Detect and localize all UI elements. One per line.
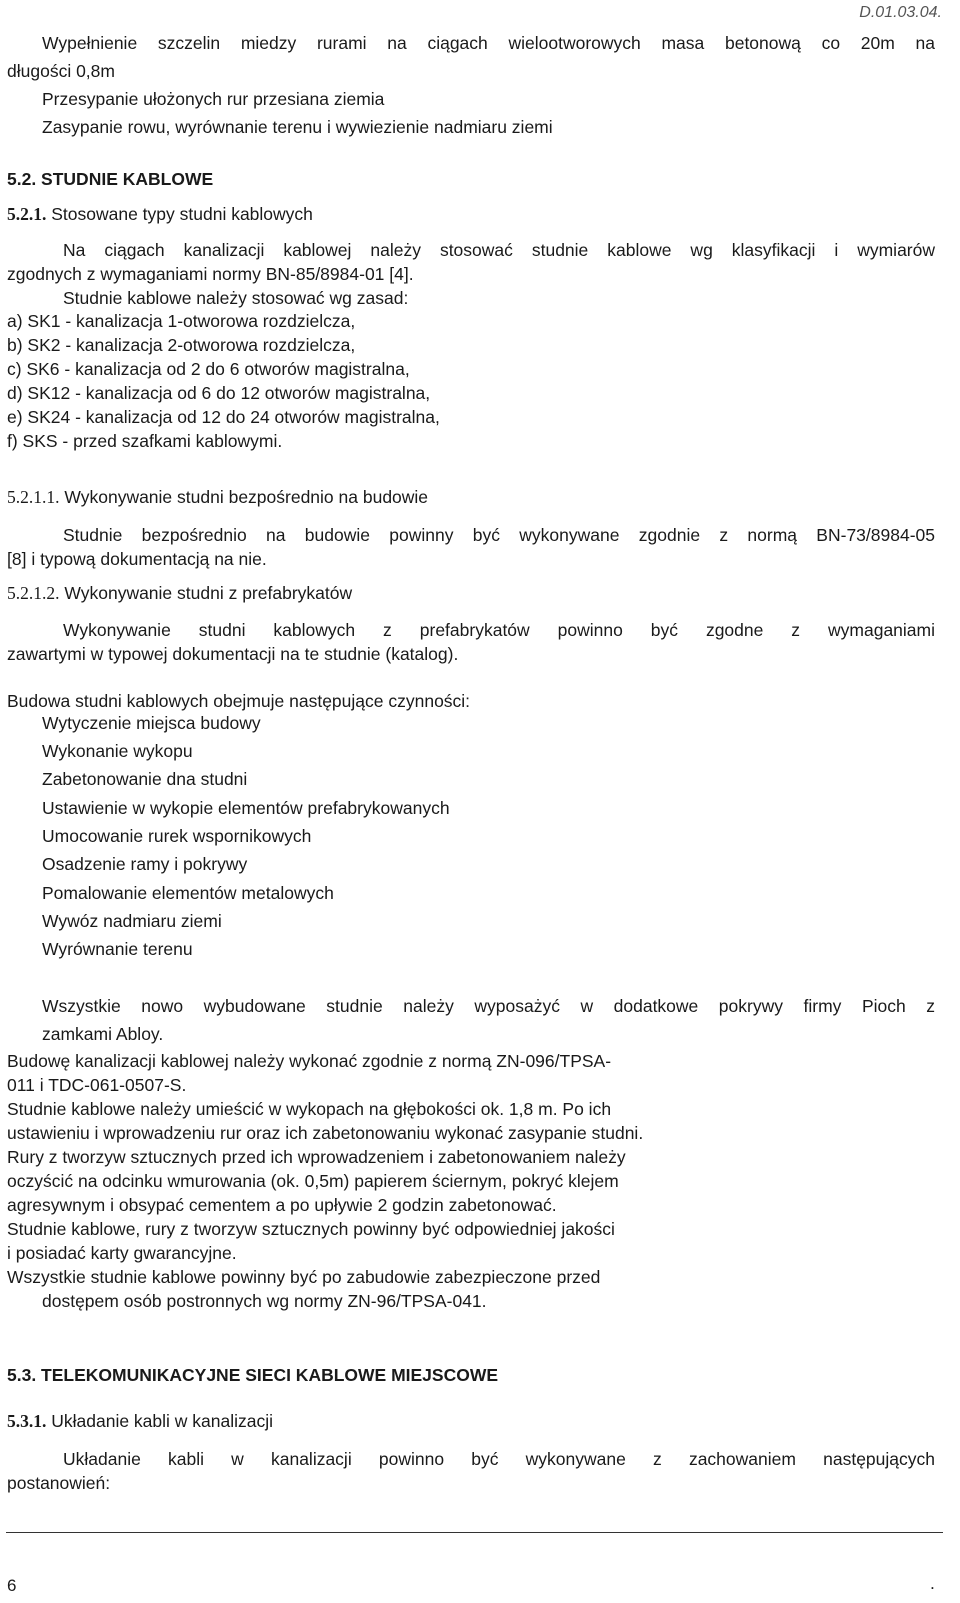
list-item: Pomalowanie elementów metalowych bbox=[42, 883, 334, 903]
note-line: Budowę kanalizacji kablowej należy wykonać zgodnie z normą ZN-096/TPSA- bbox=[7, 1051, 612, 1071]
footer-divider bbox=[6, 1532, 943, 1533]
subsection-title: Wykonywanie studni z prefabrykatów bbox=[59, 583, 353, 603]
paragraph-line: Wykonywanie studni kablowych z prefabrykatów powinno być zgodne z wymaganiami bbox=[63, 620, 935, 640]
document-code: D.01.03.04. bbox=[859, 4, 942, 21]
note-line: Wszystkie studnie kablowe powinny być po zabudowie zabezpieczone przed bbox=[7, 1267, 601, 1287]
note-line: i posiadać karty gwarancyjne. bbox=[7, 1243, 237, 1263]
note-line: agresywnym i obsypać cementem a po upływie 2 godzin zabetonować. bbox=[7, 1195, 557, 1215]
paragraph-line: postanowień: bbox=[7, 1473, 111, 1493]
list-item: Ustawienie w wykopie elementów prefabrykowanych bbox=[42, 798, 450, 818]
list-item: e) SK24 - kanalizacja od 12 do 24 otworów magistralna, bbox=[7, 407, 440, 427]
subsection-heading-5-2-1-1 bbox=[7, 486, 428, 508]
page-number: 6 bbox=[7, 1576, 17, 1595]
section-heading-5-3: 5.3. TELEKOMUNIKACYJNE SIECI KABLOWE MIEJSCOWE bbox=[7, 1365, 499, 1385]
intro-line-1: Wypełnienie szczelin miedzy rurami na ciągach wielootworowych masa betonową co 20m na bbox=[42, 33, 935, 53]
subsection-title: Wykonywanie studni bezpośrednio na budowie bbox=[59, 487, 429, 507]
paragraph-line: zamkami Abloy. bbox=[42, 1024, 164, 1044]
works-intro: Budowa studni kablowych obejmuje następujące czynności: bbox=[7, 691, 471, 711]
footer-dot: . bbox=[930, 1573, 935, 1593]
subsection-heading-5-2-1 bbox=[7, 203, 313, 225]
paragraph-line: Na ciągach kanalizacji kablowej należy stosować studnie kablowe wg klasyfikacji i wymiarów bbox=[63, 240, 935, 260]
list-item: b) SK2 - kanalizacja 2-otworowa rozdzielcza, bbox=[7, 335, 356, 355]
subsection-number: 5.2.1. bbox=[7, 204, 47, 224]
list-item: a) SK1 - kanalizacja 1-otworowa rozdzielcza, bbox=[7, 311, 356, 331]
note-line: 011 i TDC-061-0507-S. bbox=[7, 1075, 187, 1095]
list-item: Wywóz nadmiaru ziemi bbox=[42, 911, 222, 931]
list-item: f) SKS - przed szafkami kablowymi. bbox=[7, 431, 283, 451]
subsection-number: 5.2.1.2. bbox=[7, 583, 60, 603]
note-line: ustawieniu i wprowadzeniu rur oraz ich zabetonowaniu wykonać zasypanie studni. bbox=[7, 1123, 644, 1143]
section-heading-5-2: 5.2. STUDNIE KABLOWE bbox=[7, 169, 214, 189]
intro-line-3: Przesypanie ułożonych rur przesiana ziemia bbox=[42, 89, 385, 109]
list-item: c) SK6 - kanalizacja od 2 do 6 otworów magistralna, bbox=[7, 359, 410, 379]
subsection-number: 5.3.1. bbox=[7, 1411, 47, 1431]
subsection-heading-5-3-1 bbox=[7, 1410, 273, 1432]
paragraph-line: [8] i typową dokumentacją na nie. bbox=[7, 549, 267, 569]
note-line: oczyścić na odcinku wmurowania (ok. 0,5m) papierem ściernym, pokryć klejem bbox=[7, 1171, 619, 1191]
note-line: Rury z tworzyw sztucznych przed ich wprowadzeniem i zabetonowaniem należy bbox=[7, 1147, 626, 1167]
list-item: d) SK12 - kanalizacja od 6 do 12 otworów magistralna, bbox=[7, 383, 431, 403]
list-item: Osadzenie ramy i pokrywy bbox=[42, 854, 248, 874]
subsection-heading-5-2-1-2 bbox=[7, 582, 352, 604]
paragraph-line: Studnie kablowe należy stosować wg zasad: bbox=[63, 288, 409, 308]
note-line: dostępem osób postronnych wg normy ZN-96/TPSA-041. bbox=[42, 1291, 487, 1311]
paragraph-line: Wszystkie nowo wybudowane studnie należy wyposażyć w dodatkowe pokrywy firmy Pioch z bbox=[42, 996, 935, 1016]
paragraph-line: zgodnych z wymaganiami normy BN-85/8984-01 [4]. bbox=[7, 264, 414, 284]
list-item: Wytyczenie miejsca budowy bbox=[42, 713, 261, 733]
intro-line-2: długości 0,8m bbox=[7, 61, 115, 81]
subsection-number: 5.2.1.1. bbox=[7, 487, 60, 507]
note-line: Studnie kablowe należy umieścić w wykopach na głębokości ok. 1,8 m. Po ich bbox=[7, 1099, 612, 1119]
paragraph-line: Studnie bezpośrednio na budowie powinny być wykonywane zgodnie z normą BN-73/8984-05 bbox=[63, 525, 935, 545]
paragraph-line: Układanie kabli w kanalizacji powinno być wykonywane z zachowaniem następujących bbox=[63, 1449, 935, 1469]
list-item: Umocowanie rurek wspornikowych bbox=[42, 826, 312, 846]
note-line: Studnie kablowe, rury z tworzyw sztucznych powinny być odpowiedniej jakości bbox=[7, 1219, 615, 1239]
paragraph-line: zawartymi w typowej dokumentacji na te studnie (katalog). bbox=[7, 644, 459, 664]
list-item: Zabetonowanie dna studni bbox=[42, 769, 248, 789]
subsection-title: Stosowane typy studni kablowych bbox=[46, 204, 313, 224]
subsection-title: Układanie kabli w kanalizacji bbox=[46, 1411, 274, 1431]
intro-line-4: Zasypanie rowu, wyrównanie terenu i wywiezienie nadmiaru ziemi bbox=[42, 117, 553, 137]
list-item: Wyrównanie terenu bbox=[42, 939, 193, 959]
list-item: Wykonanie wykopu bbox=[42, 741, 193, 761]
